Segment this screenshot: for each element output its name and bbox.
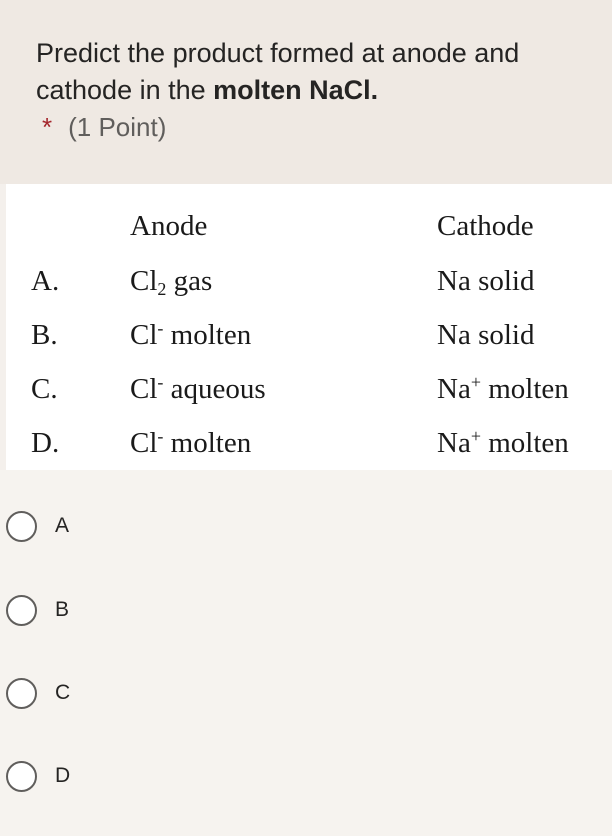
radio-button[interactable] bbox=[6, 761, 37, 792]
points-label: (1 Point) bbox=[68, 112, 167, 142]
anode-cell: Cl- molten bbox=[130, 426, 252, 459]
anode-cell: $Cl_2$ gas bbox=[130, 265, 213, 299]
cathode-cell: Na solid bbox=[437, 265, 535, 297]
option-label: B bbox=[55, 598, 70, 621]
option-a[interactable] bbox=[6, 510, 306, 542]
answer-options bbox=[0, 470, 612, 836]
option-label: D bbox=[55, 764, 71, 787]
header-cathode: Cathode bbox=[437, 210, 534, 242]
row-letter: A. bbox=[31, 265, 60, 297]
radio-button[interactable] bbox=[6, 595, 37, 626]
option-label: C bbox=[55, 681, 71, 704]
row-letter: C. bbox=[31, 373, 58, 405]
cathode-cell: Na+ molten bbox=[437, 426, 569, 459]
row-letter: B. bbox=[31, 319, 58, 351]
option-label: A bbox=[55, 514, 70, 537]
points-line bbox=[42, 112, 166, 143]
anode-cell: Cl- molten bbox=[130, 318, 252, 351]
option-c[interactable] bbox=[6, 677, 306, 709]
question-image-table bbox=[6, 184, 612, 470]
question-text: Predict the product formed at anode and cathode in the bbox=[36, 38, 520, 105]
cathode-cell: Na solid bbox=[437, 319, 535, 351]
radio-button[interactable] bbox=[6, 511, 37, 542]
option-b[interactable] bbox=[6, 594, 306, 626]
cathode-cell: Na+ molten bbox=[437, 372, 569, 405]
question-title bbox=[36, 35, 606, 109]
radio-button[interactable] bbox=[6, 678, 37, 709]
question-header bbox=[0, 0, 612, 184]
row-letter: D. bbox=[31, 427, 60, 459]
question-text-bold: molten NaCl. bbox=[213, 75, 379, 105]
anode-cell: Cl- aqueous bbox=[130, 372, 266, 405]
header-anode: Anode bbox=[130, 210, 208, 242]
option-d[interactable] bbox=[6, 760, 306, 792]
required-marker: * bbox=[42, 112, 53, 142]
